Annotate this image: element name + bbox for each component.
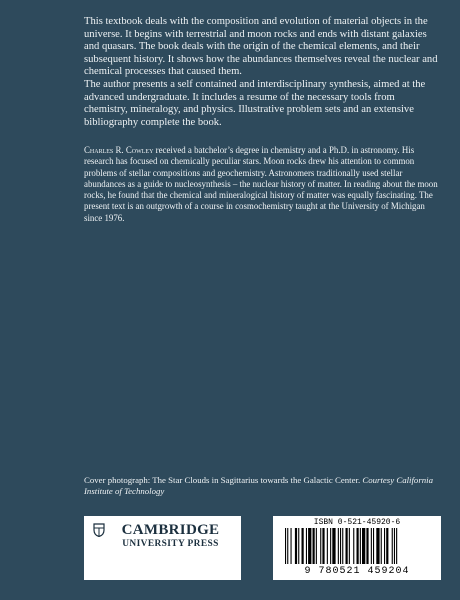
barcode-bar: [302, 528, 304, 564]
barcode-bar: [285, 528, 286, 564]
barcode-bar: [371, 528, 372, 564]
barcode-bar: [360, 528, 361, 564]
barcode-bar: [291, 528, 292, 564]
barcode-bar: [349, 528, 350, 564]
barcode-bar: [384, 528, 385, 564]
author-bio-text: received a batchelor’s degree in chemistry and a Ph.D. in astronomy. His research has focused on chemically peculiar stars. Moon rocks drew his attention to common problems of stellar compositions and geochemistry. Astronomers traditionally used stellar abundances as a guide to nucleosynthesis – the nuclear history of matter. In reading about the moon rocks, he found that the chemical and mineralogical history of matter was equally fascinating. The present text is an outgrowth of a course in cosmochemistry taught at the University of Michigan since 1976.: [84, 145, 438, 223]
barcode-bar: [295, 528, 297, 564]
barcode-bar: [316, 528, 317, 564]
barcode-bar: [306, 528, 307, 564]
barcode-panel: [273, 516, 441, 580]
barcode-bar: [338, 528, 339, 564]
barcode-bar: [313, 528, 315, 564]
publisher-subtitle: UNIVERSITY PRESS: [122, 539, 219, 549]
cover-photo-caption: [84, 475, 434, 498]
author-bio: [84, 145, 439, 224]
blurb-paragraph-2: The author presents a self contained and interdisciplinary synthesis, aimed at the advanced undergraduate. It includes a resume of the necessary tools from chemistry, mineralogy, and physics. Illustrative problem sets and an extensive bibliography complete the book.: [84, 78, 426, 128]
barcode-bar: [332, 528, 335, 564]
barcode-bar: [327, 528, 328, 564]
barcode-bar: [298, 528, 299, 564]
isbn-label: ISBN 0-521-45920-6: [313, 518, 401, 527]
barcode-bar: [386, 528, 388, 564]
barcode-bar: [320, 528, 321, 564]
blurb-paragraph-1: This textbook deals with the composition and evolution of material objects in the universe. It begins with terrestrial and moon rocks and ends with distant galaxies and quasars. The book deals with the origin of the chemical elements, and their subsequent history. It shows how the abundances themselves reveal the nuclear and chemical processes that caused them.: [84, 16, 438, 78]
barcode-bar: [340, 528, 341, 564]
barcode-bar: [362, 528, 365, 564]
barcode-bar: [330, 528, 331, 564]
barcode-bar: [287, 528, 288, 564]
barcode-bar: [394, 528, 395, 564]
crest-icon: [93, 523, 105, 537]
publisher-name: CAMBRIDGE: [121, 522, 220, 538]
description-blurb: [84, 16, 439, 129]
barcode-bar: [308, 528, 311, 564]
barcode-bar: [392, 528, 393, 564]
barcode-bars: [285, 528, 433, 564]
barcode-bar: [376, 528, 379, 564]
barcode-bar: [381, 528, 382, 564]
barcode-bar: [396, 528, 397, 564]
barcode-bar: [322, 528, 324, 564]
barcode-bar: [357, 528, 359, 564]
barcode-bar: [353, 528, 354, 564]
caption-text: Cover photograph: The Star Clouds in Sagittarius towards the Galactic Center.: [84, 475, 361, 485]
ean-number: 9 780521 459204: [304, 566, 410, 577]
publisher-logo: [84, 516, 241, 580]
author-name: Charles R. Cowley: [84, 145, 154, 155]
barcode-bar: [346, 528, 348, 564]
barcode-bar: [366, 528, 368, 564]
barcode-bar: [342, 528, 343, 564]
barcode-bar: [373, 528, 374, 564]
caption-credit: Courtesy California Institute of Technology: [84, 475, 433, 497]
